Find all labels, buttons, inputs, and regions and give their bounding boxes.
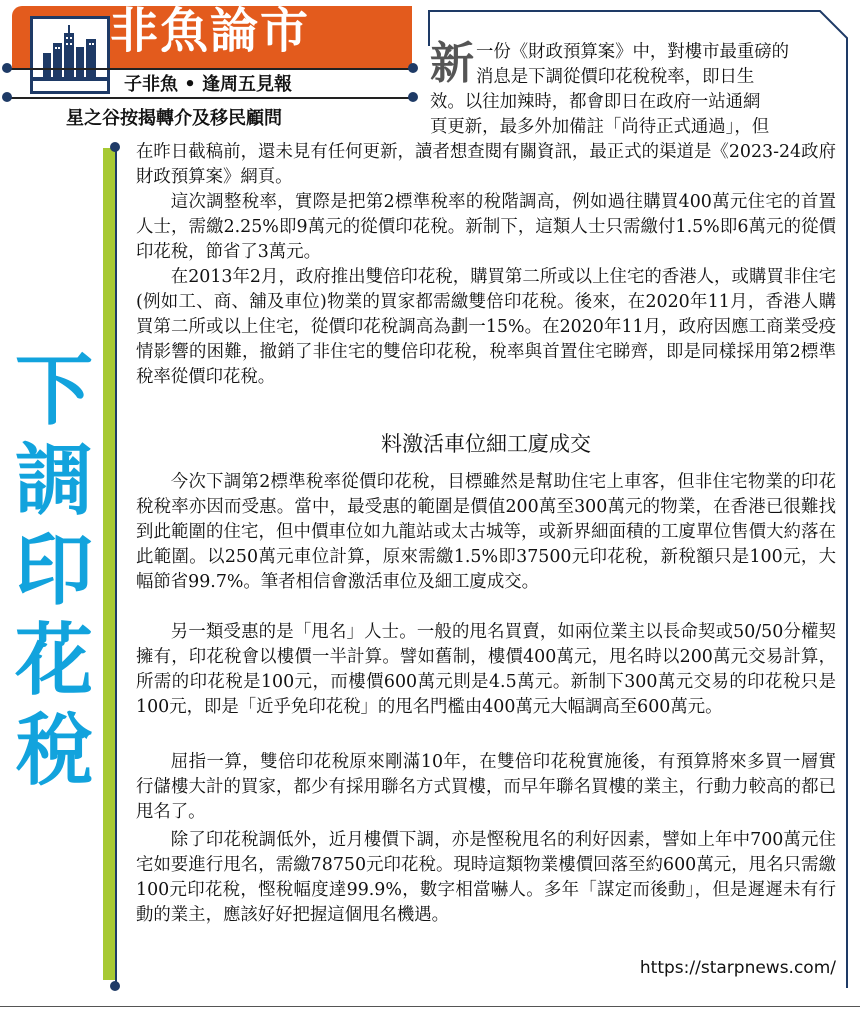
skyline-logo-icon — [30, 16, 110, 94]
rule-dot — [408, 63, 418, 73]
headline-char: 下 — [14, 346, 93, 436]
drop-cap: 新 — [430, 38, 474, 89]
source-url[interactable]: https://starpnews.com/ — [639, 958, 836, 978]
frame-top — [428, 10, 820, 12]
headline-char: 印 — [14, 526, 93, 616]
accent-bar-rule — [115, 148, 117, 986]
headline — [8, 346, 100, 796]
intro-line: 效。以往加辣時，都會即日在政府一站通網 — [430, 92, 761, 112]
rule-dot — [110, 981, 120, 991]
rule-dot — [2, 92, 12, 102]
frame-right — [846, 38, 848, 988]
paragraph: 在2013年2月，政府推出雙倍印花稅，購買第二所或以上住宅的香港人，或購買非住宅(例如工、商、舖及車位)物業的買家都需繳雙倍印花稅。後來，在2020年11月，香港人購買第二所或以上住宅，從價印花稅調高為劃一15%。在2020年11月，政府因應工商業受疫情影響的困難，撤銷了非住宅的雙倍印花稅，稅率與首置住宅睇齊，即是同樣採用第2標準稅率從價印花稅。 — [136, 267, 836, 387]
accent-bar — [103, 148, 115, 980]
intro-line: 一份《財政預算案》中，對樓市最重磅的 — [476, 42, 790, 62]
byline: 子非魚 • 逢周五見報 — [124, 74, 293, 95]
paragraph: 除了印花稅調低外，近月樓價下調，亦是慳稅甩名的利好因素，譬如上年中700萬元住宅如要進行甩名，需繳78750元印花稅。現時這類物業樓價回落至約600萬元，甩名只需繳100元印花稅，慳稅幅度達99.9%，數字相當嚇人。多年「謀定而後動」，但是遲遲未有行動的業主，應該好好把握這個甩名機遇。 — [136, 830, 836, 925]
rule-dot — [408, 92, 418, 102]
headline-char: 調 — [14, 436, 93, 526]
paragraph: 另一類受惠的是「甩名」人士。一般的甩名買賣，如兩位業主以長命契或50/50分權契擁有，印花稅會以樓價一半計算。譬如舊制，樓價400萬元，甩名時以200萬元交易計算，所需的印花稅是100元，而樓價600萬元則是4.5萬元。新制下300萬元交易的印花稅只是100元，即是「近乎免印花稅」的甩名門檻由400萬元大幅調高至600萬元。 — [136, 622, 836, 717]
paragraph: 今次下調第2標準稅率從價印花稅，目標雖然是幫助住宅上車客，但非住宅物業的印花稅稅率亦因而受惠。當中，最受惠的範圍是價值200萬至300萬元的物業，在香港已很難找到此範圍的住宅，但中價車位如九龍站或太古城等，或新界細面積的工廈單位售價大約落在此範圍。以250萬元車位計算，原來需繳1.5%即37500元印花稅，新稅額只是100元，大幅節省99.7%。筆者相信會激活車位及細工廈成交。 — [136, 472, 836, 592]
bottom-rule — [0, 1006, 860, 1007]
headline-char: 花 — [14, 616, 93, 706]
rule-dot — [2, 63, 12, 73]
paragraph: 屈指一算，雙倍印花稅原來剛滿10年，在雙倍印花稅實施後，有預算將來多買一層實行儲樓大計的買家，都少有採用聯名方式買樓，而早年聯名買樓的業主，行動力較高的都已甩名了。 — [136, 752, 836, 822]
intro-paragraph: 在昨日截稿前，還未見有任何更新，讀者想查閱有關資訊，最正式的渠道是《2023-24政府財政預算案》網頁。 — [136, 142, 836, 187]
intro-line: 頁更新，最多外加備註「尚待正式通過」，但 — [430, 117, 770, 137]
author-title: 星之谷按揭轉介及移民顧問 — [66, 108, 282, 129]
frame-corner — [818, 10, 848, 40]
subheading: 料激活車位細工廈成交 — [381, 432, 591, 456]
column-title: 非魚論市 — [110, 3, 311, 59]
byline-rule-bottom — [6, 97, 416, 99]
paragraph: 這次調整稅率，實際是把第2標準稅率的稅階調高，例如過往購買400萬元住宅的首置人士，需繳2.25%即9萬元的從價印花稅。新制下，這類人士只需繳付1.5%即6萬元的從價印花稅，節省了3萬元。 — [136, 192, 836, 262]
intro-line: 消息是下調從價印花稅稅率，即日生 — [476, 67, 755, 87]
headline-char: 稅 — [14, 706, 93, 796]
rule-dot — [110, 142, 120, 152]
